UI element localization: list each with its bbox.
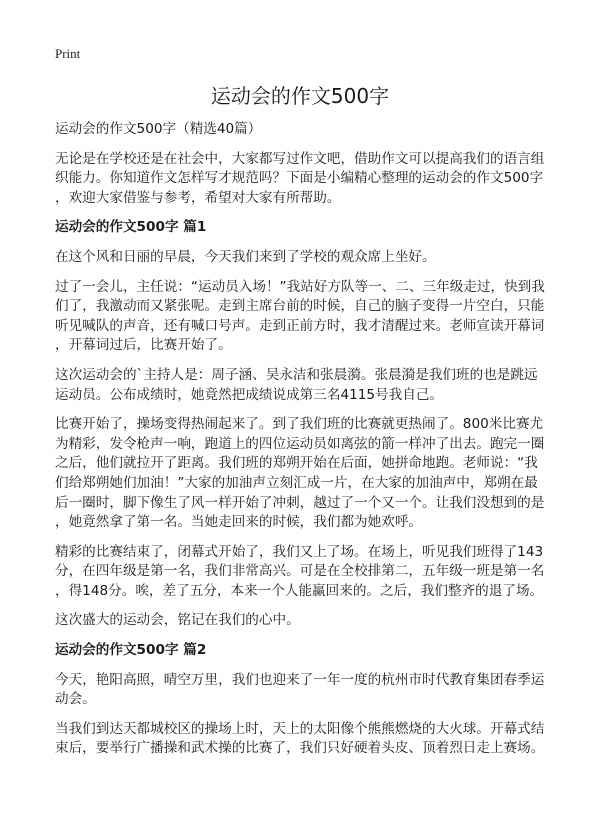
paragraph — [55, 611, 535, 631]
text-line: 后一圈时，脚下像生了风一样开始了冲刺，越过了一个又一个。让我们没想到的是 — [55, 494, 545, 511]
text-line: 分，在四年级是第一名，我们非常高兴。可是在全校排第二，五年级一班是第一名 — [55, 563, 545, 580]
text-line: ，她竟然拿了第一名。当她走回来的时候，我们都为她欢呼。 — [55, 514, 423, 531]
text-line: 当我们到达天都城校区的操场上时，天上的太阳像个熊熊燃烧的大火球。开幕式结 — [55, 720, 545, 737]
text-line: ，得148分。唉，差了五分，本来一个人能赢回来的。之后，我们整齐的退了场。 — [55, 582, 544, 599]
text-line: 之后，他们就拉开了距离。我们班的郑朔开始在后面，她拼命地跑。老师说：“我 — [55, 455, 538, 472]
text-line: 在这个风和日丽的早晨，今天我们来到了学校的观众席上坐好。 — [55, 248, 436, 265]
text-line: 运动员。公布成绩时，她竟然把成绩说成第三名4115号我自己。 — [55, 386, 444, 403]
text-line: 这次盛大的运动会，铭记在我们的心中。 — [55, 612, 300, 629]
text-line: 今天，艳阳高照，晴空万里，我们也迎来了一年一度的杭州市时代教育集团春季运 — [55, 671, 545, 688]
text-line: 无论是在学校还是在社会中，大家都写过作文吧，借助作文可以提高我们的语言组 — [55, 150, 545, 167]
page-title: 运动会的作文500字 — [210, 84, 390, 108]
print-link[interactable]: Print — [55, 46, 81, 61]
text-line: 们了，我激动而又紧张呢。走到主席台前的时候，自己的脑子变得一片空白，只能 — [55, 298, 545, 315]
paragraph — [55, 415, 545, 533]
intro-paragraph — [55, 150, 545, 209]
text-line: ，欢迎大家借鉴与参考，希望对大家有所帮助。 — [55, 189, 341, 206]
article-body — [55, 120, 545, 769]
text-line: 过了一会儿，主任说：“运动员入场！”我站好方队等一、二、三年级走过，快到我 — [55, 278, 545, 295]
section-heading: 运动会的作文500字 篇1 — [55, 219, 207, 236]
text-line: 为精彩，发令枪声一响，跑道上的四位运动员如离弦的箭一样冲了出去。跑完一圈 — [55, 435, 545, 452]
text-line: 精彩的比赛结束了，闭幕式开始了，我们又上了场。在场上，听见我们班得了143 — [55, 543, 544, 560]
section-heading: 运动会的作文500字 篇2 — [55, 642, 207, 659]
paragraph — [55, 278, 545, 356]
text-line: ，开幕词过后，比赛开始了。 — [55, 337, 232, 354]
text-line: 动会。 — [55, 691, 96, 708]
paragraph — [55, 366, 538, 405]
paragraph — [55, 543, 545, 602]
text-line: 比赛开始了，操场变得热闹起来了。到了我们班的比赛就更热闹了。800米比赛尤 — [55, 416, 544, 433]
paragraph — [55, 248, 535, 268]
text-line: 听见喊队的声音，还有喊口号声。走到正前方时，我才清醒过来。老师宣读开幕词 — [55, 317, 545, 334]
text-line: 这次运动会的`主持人是：周子涵、吴永洁和张晨漪。张晨漪是我们班的也是跳远 — [55, 366, 538, 383]
paragraph — [55, 671, 545, 710]
text-line: 束后，要举行广播操和武术操的比赛了，我们只好硬着头皮、顶着烈日走上赛场。 — [55, 740, 545, 757]
text-line: 织能力。你知道作文怎样写才规范吗？下面是小编精心整理的运动会的作文500字 — [55, 170, 544, 187]
subtitle: 运动会的作文500字（精选40篇） — [55, 121, 262, 137]
text-line: 们给郑朔她们加油！”大家的加油声立刻汇成一片，在大家的加油声中，郑朔在最 — [55, 474, 538, 491]
paragraph — [55, 720, 545, 759]
